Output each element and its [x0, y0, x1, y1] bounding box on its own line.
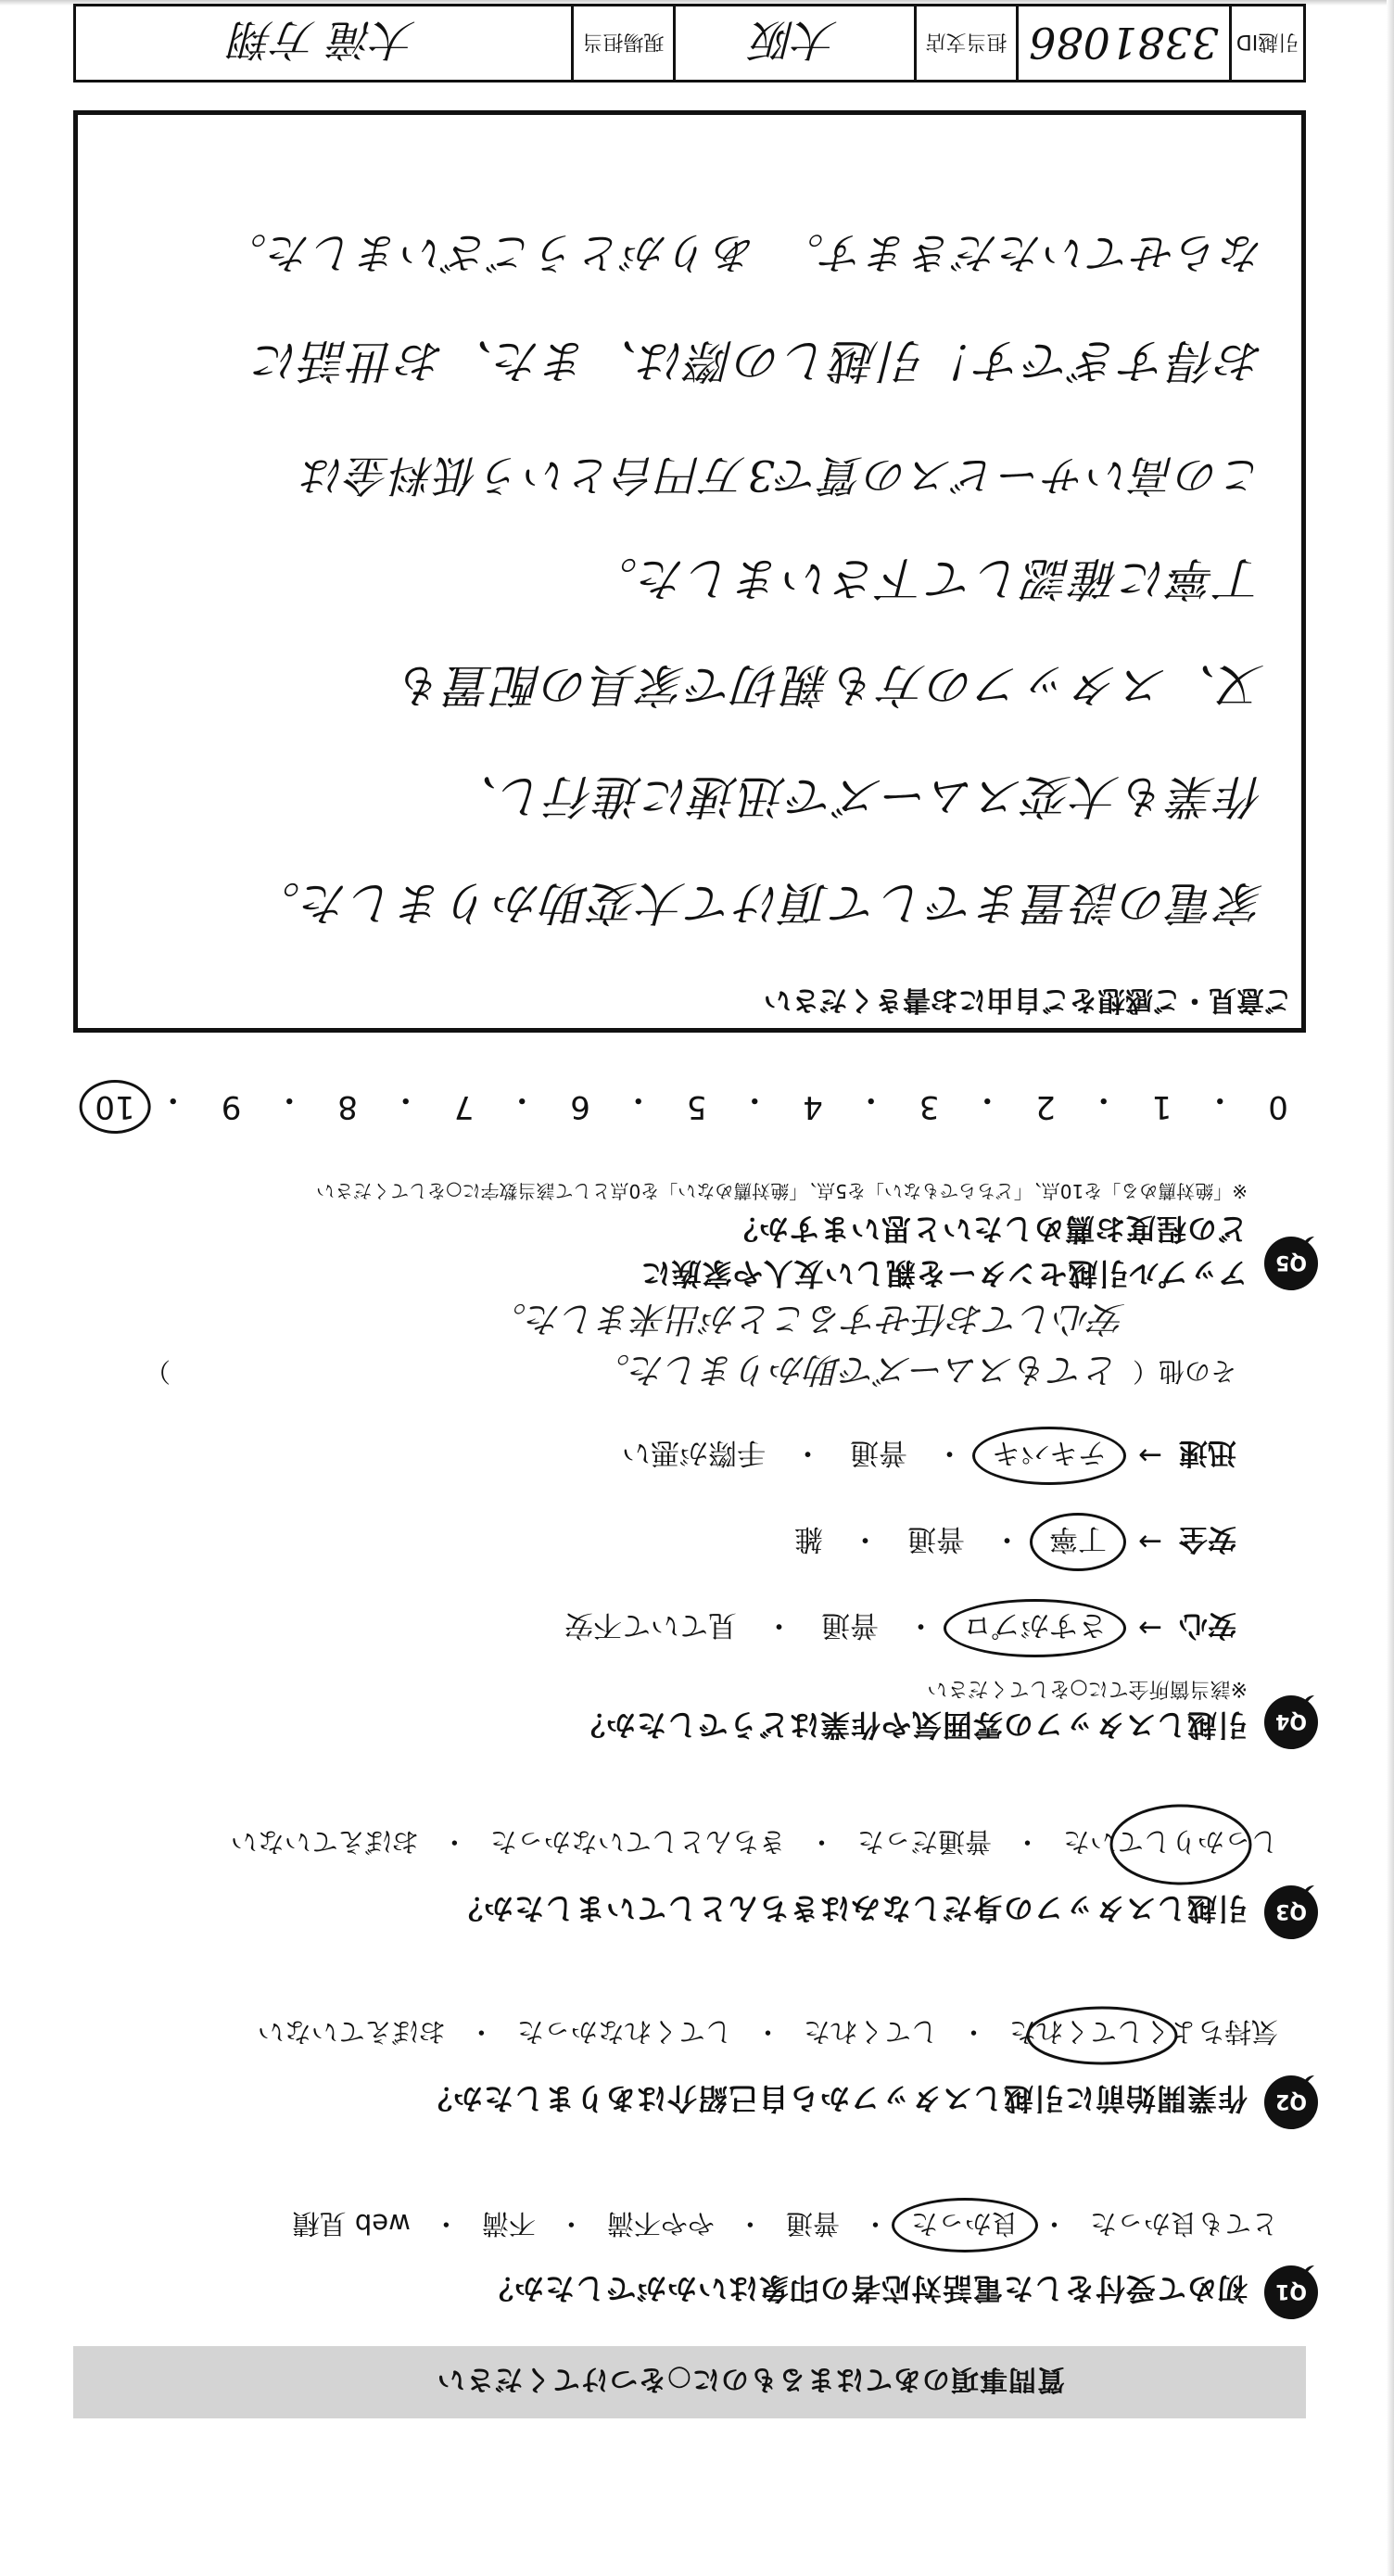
svg-text:Q3: Q3 [1274, 1899, 1308, 1922]
q1-options: とても良かった ・ 良かった ・ 普通 ・ やや不満 ・ 不満 ・ web 見積 [293, 2206, 1278, 2244]
q5-title-line-2: どの程度お薦めしたいと思いますか？ [727, 1212, 1248, 1247]
q2-option-selected[interactable]: 気持ちよくしてくれた [1008, 2016, 1278, 2048]
q4-option[interactable]: 普通 [850, 1436, 907, 1469]
q5-scale-option[interactable]: 4 [803, 1088, 823, 1125]
scale-separator: ・ [1204, 1081, 1236, 1118]
q4-option[interactable]: 見ていて不安 [564, 1608, 737, 1642]
scale-separator: ・ [273, 1081, 306, 1118]
comment-line: ならせていただきます。 ありがとうございました。 [222, 228, 1264, 278]
q4-option[interactable]: 普通 [821, 1608, 879, 1642]
q5-note: ※「絶対薦める」を10点、「どちらでもない」を5点、「絶対薦めない」を0点として該当数字に○をしてください [316, 1180, 1248, 1202]
q3-selection-circle [1107, 1800, 1255, 1888]
q1-badge-label: Q1 [1274, 2279, 1308, 2303]
q4-option[interactable]: 普通 [907, 1522, 965, 1555]
q5-scale-option[interactable]: 8 [337, 1088, 358, 1125]
scale-separator: ・ [157, 1081, 189, 1118]
scale-separator: ・ [1087, 1081, 1120, 1118]
arrow-right-icon: → [1138, 1439, 1162, 1473]
branch-label: 担当支店 [914, 6, 1016, 80]
comment-line: 又、スタッフの方も親切で家具の配置も [397, 658, 1264, 712]
q4-option-selected[interactable]: テキパキ [972, 1427, 1126, 1485]
q4-row-jinsoku: 迅速 → テキパキ ・ 普通 ・ 手際が悪い [622, 1435, 1236, 1477]
comment-line: 家電の設置までして頂けて大変助かりました。 [252, 876, 1264, 930]
q3-badge-icon [1262, 1884, 1320, 1941]
leader-label: 現場担当 [571, 6, 673, 80]
q5-scale-option[interactable]: 5 [686, 1088, 707, 1125]
q4-row-anzen: 安全 → 丁寧 ・ 普通 ・ 雑 [794, 1521, 1236, 1563]
svg-text:Q5: Q5 [1274, 1250, 1308, 1274]
q1-option-selected[interactable]: 良かった [892, 2198, 1038, 2252]
q4-other [144, 1348, 1236, 1399]
branch-value: 大阪 [673, 6, 914, 80]
q5-scale-option[interactable]: 0 [1268, 1088, 1288, 1125]
comment-heading: ご意見・ご感想をご自由にお書きください [764, 983, 1292, 1016]
q2-selection-circle [1023, 2003, 1181, 2068]
q5-scale-option[interactable]: 1 [1151, 1088, 1172, 1125]
q1-option[interactable]: やや不満 [606, 2208, 715, 2240]
q5-badge-icon [1262, 1235, 1320, 1292]
q4-other-line-2 [491, 1297, 1125, 1348]
q2-option[interactable]: してくれなかった [516, 2016, 732, 2048]
banner-text: 質問事項のあてはまるものに○をつけてください [436, 2363, 1065, 2395]
q4-row-anshin: 安心 → さすがプロ ・ 普通 ・ 見ていて不安 [564, 1607, 1236, 1649]
scale-separator: ・ [855, 1081, 887, 1118]
q3-options: しっかりしていた ・ 普通だった ・ きちんとしていなかった ・ おぼえていない [231, 1824, 1278, 1862]
q2-badge-icon [1262, 2074, 1320, 2131]
q3-option[interactable]: おぼえていない [230, 1826, 419, 1858]
q5-scale-option[interactable]: 7 [453, 1088, 475, 1125]
comment-line: 作業も大変スムーズで迅速に進行し、 [450, 769, 1264, 823]
q5-scale-option[interactable]: 2 [1035, 1088, 1056, 1125]
comment-line: この高いサービスの質で3万円台という低料金は [300, 450, 1264, 501]
q4-other-handwriting: とてもスムーズで助かりました。 [594, 1350, 1120, 1390]
q4-row-label: 安心 [1179, 1608, 1236, 1642]
q2-option[interactable]: してくれた [803, 2016, 938, 2048]
scale-separator: ・ [971, 1081, 1004, 1118]
q1-option[interactable]: 不満 [481, 2208, 536, 2240]
scale-separator: ・ [622, 1081, 654, 1118]
q4-option[interactable]: 手際が悪い [622, 1436, 766, 1469]
arrow-right-icon: → [1138, 1525, 1162, 1559]
q4-option[interactable]: 雑 [794, 1522, 823, 1555]
q4-other-close: ） [144, 1356, 171, 1388]
q1-option[interactable]: とても良かった [1089, 2208, 1278, 2240]
svg-text:Q2: Q2 [1274, 2089, 1308, 2113]
q2-title: 作業開始前に引越しスタッフから自己紹介はありましたか？ [421, 2081, 1248, 2116]
q1-option[interactable]: web 見積 [292, 2208, 411, 2240]
q5-scale-option[interactable]: 6 [570, 1088, 590, 1125]
q2-options: 気持ちよくしてくれた ・ してくれた ・ してくれなかった ・ おぼえていない [258, 2014, 1278, 2052]
q5-scale-option-selected[interactable]: 10 [79, 1080, 150, 1134]
q3-option[interactable]: きちんとしていなかった [489, 1826, 786, 1858]
q4-badge-icon [1262, 1694, 1320, 1751]
q3-title: 引越しスタッフの身だしなみはきちんとしていましたか？ [451, 1891, 1248, 1926]
q4-note: ※該当箇所全てに○をしてください [927, 1677, 1248, 1700]
scale-separator: ・ [389, 1081, 422, 1118]
q5-scale-option[interactable]: 3 [919, 1088, 940, 1125]
q4-title: 引越しスタッフの雰囲気や作業はどうでしたか？ [574, 1707, 1248, 1743]
svg-text:Q4: Q4 [1274, 1709, 1308, 1732]
id-value: 3381086 [1016, 6, 1229, 80]
q1-title: 初めて受付をした電話対応者の印象はいかがでしたか？ [482, 2271, 1248, 2306]
leader-value: 大滝 方翔 [231, 15, 416, 66]
scale-separator: ・ [739, 1081, 771, 1118]
q2-option[interactable]: おぼえていない [257, 2016, 446, 2048]
q4-option-selected[interactable]: 丁寧 [1030, 1513, 1126, 1571]
q3-option[interactable]: 普通だった [856, 1826, 992, 1858]
q1-option[interactable]: 普通 [785, 2208, 840, 2240]
q3-option-selected[interactable]: しっかりしていた [1062, 1826, 1278, 1858]
instruction-banner [73, 2346, 1306, 2418]
q5-title-line-1: アップル引越センターを親しい友人や家族に [640, 1256, 1248, 1291]
q4-other-label: その他（ [1132, 1356, 1236, 1388]
arrow-right-icon: → [1138, 1611, 1162, 1645]
scale-separator: ・ [506, 1081, 539, 1118]
comment-line: お得すぎです！引越しの際は、また、お世話に [252, 334, 1264, 387]
staff-id-table [73, 4, 1306, 82]
q5-scale-option[interactable]: 9 [221, 1088, 242, 1125]
q1-badge-icon [1262, 2264, 1320, 2321]
q4-other-handwriting: 安心してお任せすることが出来ました。 [490, 1299, 1125, 1339]
id-label: 引越ID [1229, 6, 1303, 80]
comment-box [73, 110, 1306, 1033]
q4-option-selected[interactable]: さすがプロ [944, 1599, 1126, 1657]
comment-line: 丁寧に確認して下さいました。 [589, 552, 1264, 605]
